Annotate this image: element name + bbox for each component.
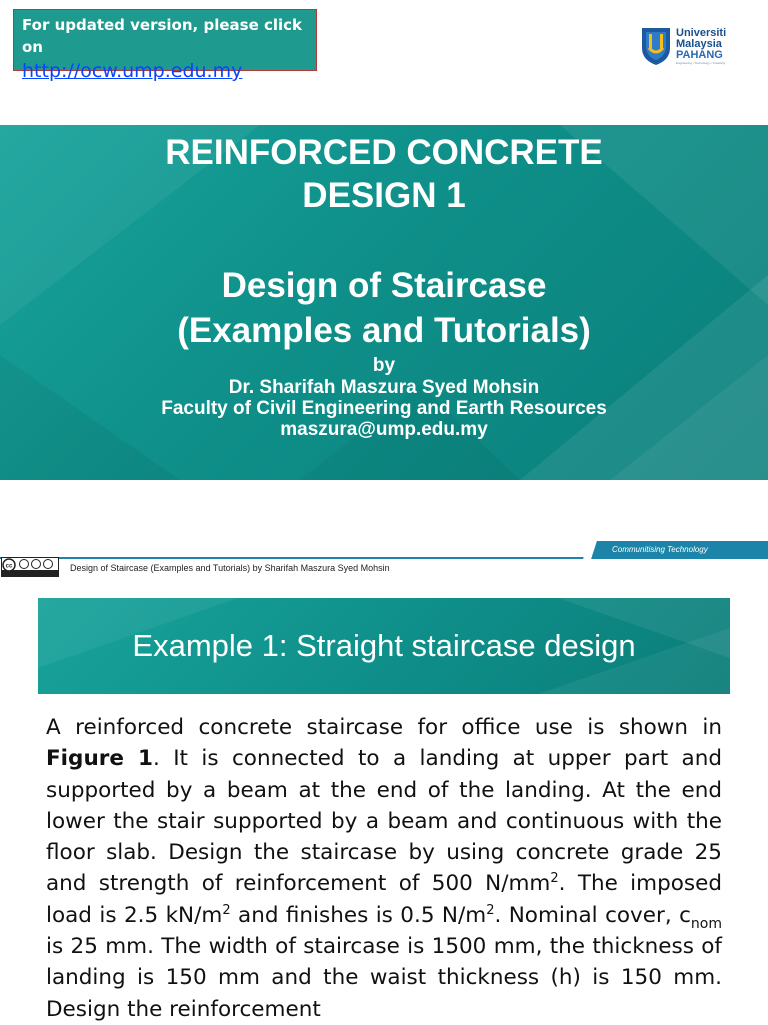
body-text-part: . Nominal cover, c (494, 902, 691, 928)
faculty-name: Faculty of Civil Engineering and Earth Resources (161, 398, 607, 419)
figure-reference: Figure 1 (46, 746, 153, 772)
logo-line-universiti: Universiti (676, 27, 727, 39)
ocw-link[interactable]: http://ocw.ump.edu.my (22, 60, 243, 82)
problem-statement (46, 712, 722, 1025)
subscript: nom (690, 915, 722, 932)
ump-shield-logo-icon (640, 26, 672, 66)
body-text-part: . It is connected to a landing at upper part and supported by a beam at the end of the landing. At the end lower the stair supported by a beam and continuous with the floor slab. Design the staircase by using concrete grade 25 and strength of reinforcement of 500 N/mm (46, 746, 722, 897)
logo-tagline: Engineering • Technology • Creativity (676, 61, 726, 65)
body-text-part: and finishes is 0.5 N/m (230, 902, 487, 928)
example-title: Example 1: Straight staircase design (132, 628, 636, 663)
footer-caption: Design of Staircase (Examples and Tutorials) by Sharifah Maszura Syed Mohsin (70, 563, 390, 573)
update-notice (13, 9, 317, 82)
course-title-line1: REINFORCED CONCRETE (165, 133, 603, 172)
ump-logo (640, 26, 732, 70)
superscript: 2 (550, 871, 559, 887)
logo-wordmark (676, 28, 726, 66)
body-text-part: A reinforced concrete staircase for office use is shown in (46, 715, 722, 740)
title-block (0, 125, 768, 440)
notice-text: For updated version, please click on (22, 16, 303, 56)
body-text-part: is 25 mm. The width of staircase is 1500 mm, the thickness of landing is 150 mm and the waist thickness (h) is 150 mm. Design the reinforcement (46, 934, 722, 1022)
logo-line-pahang: PAHANG (676, 49, 723, 61)
author-name: Dr. Sharifah Maszura Syed Mohsin (228, 377, 540, 398)
superscript: 2 (486, 902, 495, 918)
by-label: by (372, 355, 396, 376)
superscript: 2 (222, 902, 231, 918)
title-banner (0, 125, 768, 480)
subtitle-line1: Design of Staircase (221, 266, 547, 305)
author-email: maszura@ump.edu.my (280, 419, 488, 440)
footer-tagline: Communitising Technology (612, 545, 708, 554)
course-title-line2: DESIGN 1 (302, 176, 466, 215)
creative-commons-badge-icon (1, 557, 59, 577)
logo-line-malaysia: Malaysia (676, 38, 722, 50)
body-text-part: . The imposed load is 2.5 kN/m (46, 871, 722, 928)
svg-text:cc: cc (5, 563, 13, 570)
example-banner (38, 598, 730, 694)
subtitle-line2: (Examples and Tutorials) (177, 311, 591, 350)
